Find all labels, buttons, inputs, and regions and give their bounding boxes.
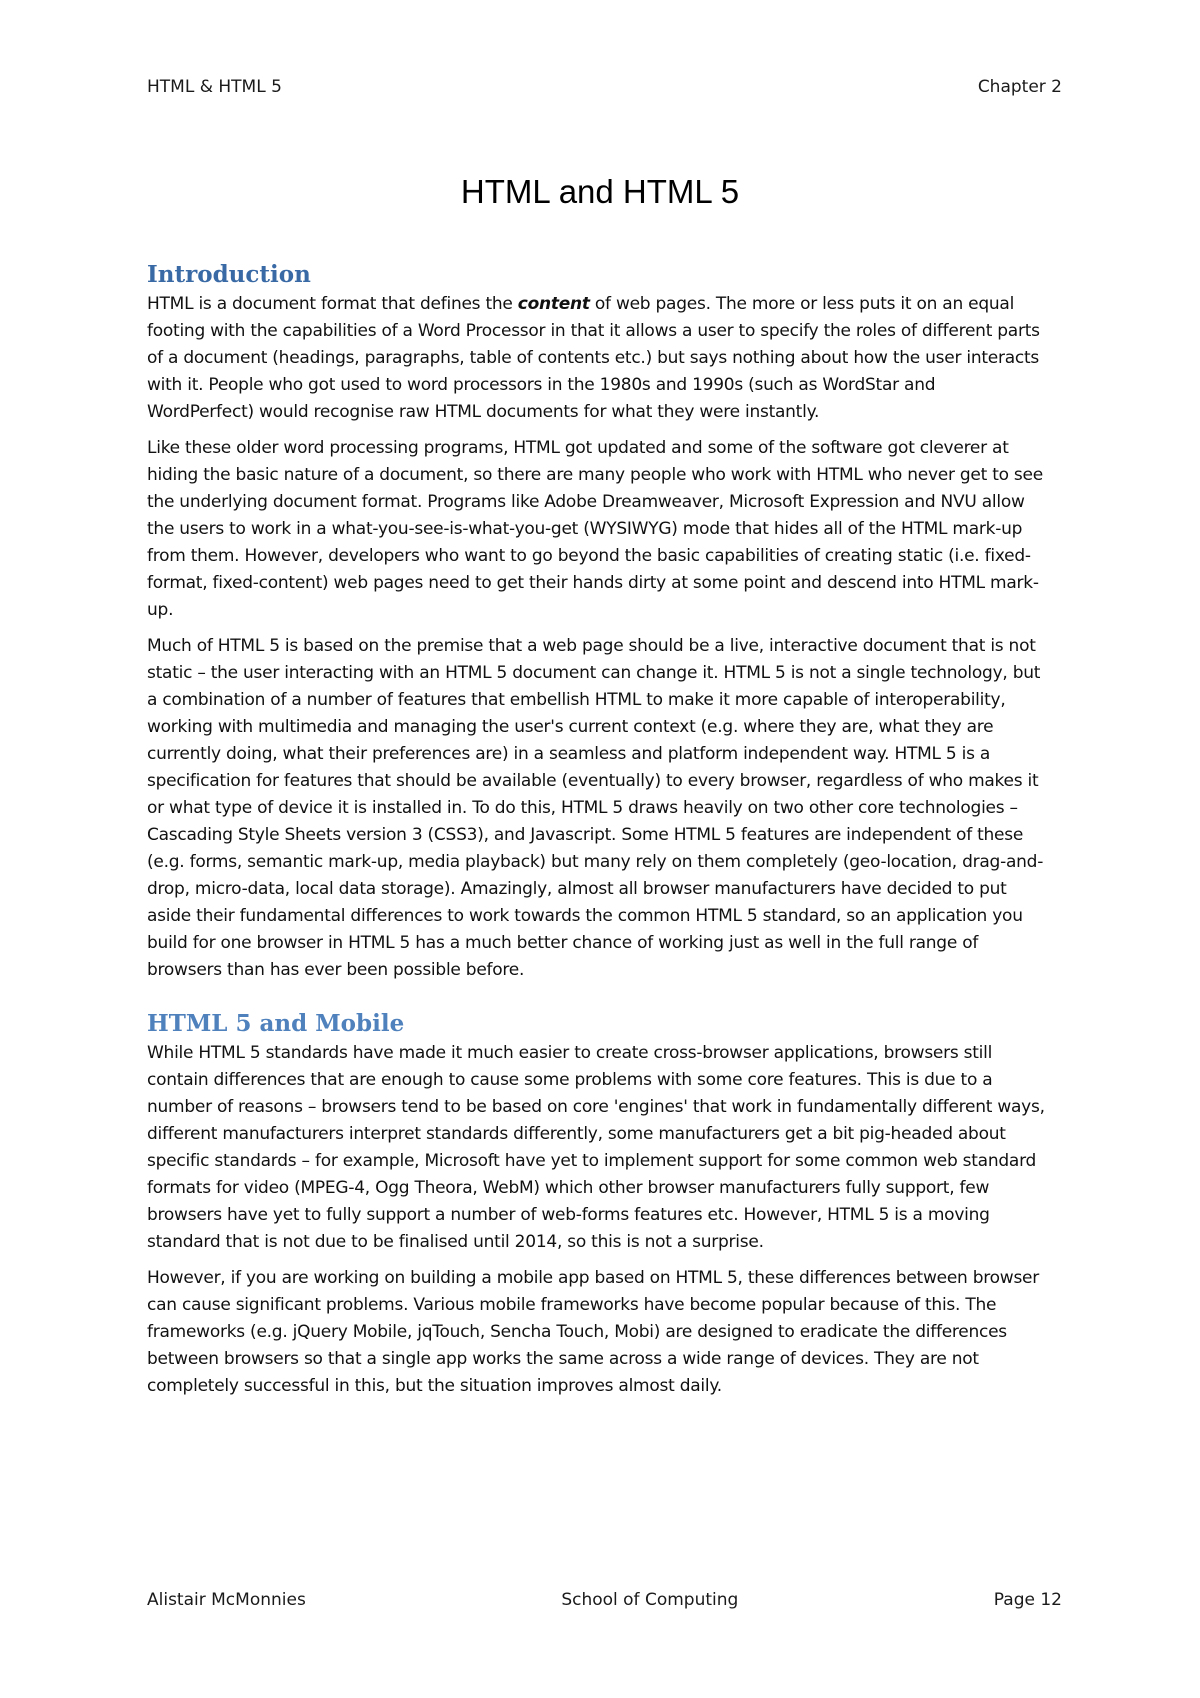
header-book-title: HTML & HTML 5 <box>147 77 282 97</box>
footer-page-number: Page 12 <box>993 1590 1062 1610</box>
paragraph-intro-1: HTML is a document format that defines the content of web pages. The more or less puts it on an equal footing with the capabilities of a Word Processor in that it allows a user to specify the roles of different parts of a document (headings, paragraphs, table of contents etc.) but says nothing about how the user interacts with it. People who got used to word processors in the 1980s and 1990s (such as WordStar and WordPerfect) would recognise raw HTML documents for what they were instantly. <box>147 294 1040 422</box>
section-heading-introduction: Introduction <box>147 261 311 288</box>
page-footer <box>147 1589 1062 1611</box>
body-content <box>147 260 1047 1409</box>
page-header <box>147 76 1062 98</box>
footer-author: Alistair McMonnies <box>147 1590 306 1610</box>
paragraph-intro-3: Much of HTML 5 is based on the premise that a web page should be a live, interactive document that is not static – the user interacting with an HTML 5 document can change it. HTML 5 is not a single technology, but a combination of a number of features that embellish HTML to make it more capable of interoperability, working with multimedia and managing the user's current context (e.g. where they are, what they are currently doing, what their preferences are) in a seamless and platform independent way. HTML 5 is a specification for features that should be available (eventually) to every browser, regardless of who makes it or what type of device it is installed in. To do this, HTML 5 draws heavily on two other core technologies – Cascading Style Sheets version 3 (CSS3), and Javascript. Some HTML 5 features are independent of these (e.g. forms, semantic mark-up, media playback) but many rely on them completely (geo-location, drag-and-drop, micro-data, local data storage). Amazingly, almost all browser manufacturers have decided to put aside their fundamental differences to work towards the common HTML 5 standard, so an application you build for one browser in HTML 5 has a much better chance of working just as well in the full range of browsers than has ever been possible before. <box>147 636 1044 980</box>
header-chapter: Chapter 2 <box>977 77 1062 97</box>
page-title: HTML and HTML 5 <box>460 173 740 210</box>
emphasis-content: content <box>517 294 590 314</box>
footer-school: School of Computing <box>561 1590 739 1610</box>
paragraph-intro-2: Like these older word processing programs, HTML got updated and some of the software got cleverer at hiding the basic nature of a document, so there are many people who work with HTML who never get to see the underlying document format. Programs like Adobe Dreamweaver, Microsoft Expression and NVU allow the users to work in a what-you-see-is-what-you-get (WYSIWYG) mode that hides all of the HTML mark-up from them. However, developers who want to go beyond the basic capabilities of creating static (i.e. fixed-format, fixed-content) web pages need to get their hands dirty at some point and descend into HTML mark-up. <box>147 438 1043 620</box>
section-heading-html5-mobile: HTML 5 and Mobile <box>147 1010 405 1037</box>
paragraph-mobile-1: While HTML 5 standards have made it much easier to create cross-browser applications, browsers still contain differences that are enough to cause some problems with some core features. This is due to a number of reasons – browsers tend to be based on core 'engines' that work in fundamentally different ways, different manufacturers interpret standards differently, some manufacturers get a bit pig-headed about specific standards – for example, Microsoft have yet to implement support for some common web standard formats for video (MPEG-4, Ogg Theora, WebM) which other browser manufacturers fully support, few browsers have yet to fully support a number of web-forms features etc. However, HTML 5 is a moving standard that is not due to be finalised until 2014, so this is not a surprise. <box>147 1043 1045 1252</box>
paragraph-mobile-2: However, if you are working on building a mobile app based on HTML 5, these differences between browser can cause significant problems. Various mobile frameworks have become popular because of this. The frameworks (e.g. jQuery Mobile, jqTouch, Sencha Touch, Mobi) are designed to eradicate the differences between browsers so that a single app works the same across a wide range of devices. They are not completely successful in this, but the situation improves almost daily. <box>147 1268 1039 1396</box>
